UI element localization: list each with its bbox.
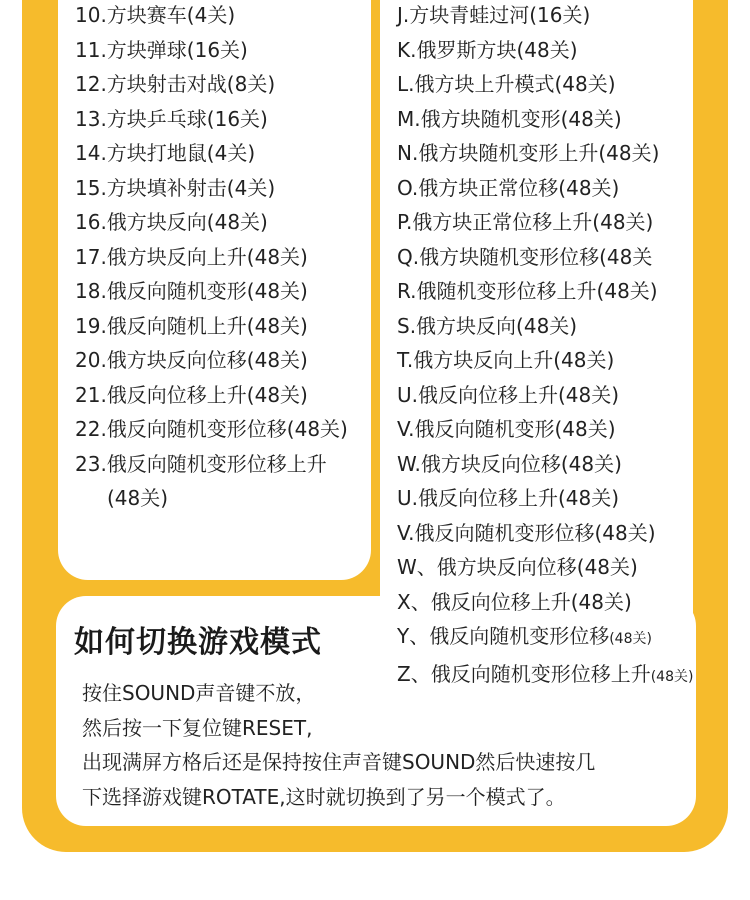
list-item: 10.方块赛车(4关) [75, 3, 236, 27]
list-item: 11.方块弹球(16关) [75, 37, 248, 62]
list-item: 20.俄方块反向位移(48关) [75, 348, 308, 372]
list-item: 14.方块打地鼠(4关) [75, 141, 256, 165]
list-item: 16.俄方块反向(48关) [75, 210, 268, 234]
list-item-suffix: (48关) [650, 668, 694, 685]
list-item: L.俄方块上升模式(48关) [397, 72, 616, 96]
list-item: P.俄方块正常位移上升(48关) [397, 210, 654, 234]
instructions-text [82, 676, 595, 814]
list-item: 23.俄反向随机变形位移上升 [75, 451, 327, 476]
left-mode-list [75, 0, 348, 516]
list-item: U.俄反向位移上升(48关) [397, 486, 620, 510]
list-item [397, 619, 693, 657]
list-item: V.俄反向随机变形(48关) [397, 417, 616, 441]
list-item: R.俄随机变形位移上升(48关) [397, 279, 658, 303]
list-item-suffix: (48关) [609, 631, 652, 647]
list-item: S.俄方块反向(48关) [397, 313, 578, 338]
list-item-continuation: (48关) [107, 486, 169, 510]
list-item: W.俄方块反向位移(48关) [397, 451, 622, 476]
list-item: 12.方块射击对战(8关) [75, 72, 276, 96]
list-item: X、俄反向位移上升(48关) [397, 589, 632, 614]
section-heading: 如何切换游戏模式 [74, 625, 322, 660]
list-item: K.俄罗斯方块(48关) [397, 37, 578, 62]
list-item-text: Z、俄反向随机变形位移上升 [397, 661, 651, 686]
list-item: 15.方块填补射击(4关) [75, 175, 276, 200]
list-item: T.俄方块反向上升(48关) [397, 348, 615, 372]
list-item: Q.俄方块随机变形位移(48关 [397, 244, 653, 269]
list-item: 13.方块乒乓球(16关) [75, 106, 268, 131]
list-item: M.俄方块随机变形(48关) [397, 106, 622, 131]
instruction-line: 下选择游戏键ROTATE,这时就切换到了另一个模式了。 [82, 784, 566, 809]
instruction-line: 按住SOUND声音键不放， [82, 681, 316, 705]
list-item: N.俄方块随机变形上升(48关) [397, 141, 660, 165]
instruction-line: 然后按一下复位键RESET, [82, 715, 313, 740]
list-item: U.俄反向位移上升(48关) [397, 382, 620, 407]
list-item: W、俄方块反向位移(48关) [397, 555, 638, 579]
list-item: 17.俄方块反向上升(48关) [75, 244, 308, 269]
list-item: O.俄方块正常位移(48关) [397, 175, 620, 200]
right-mode-list [397, 0, 693, 694]
list-item: V.俄反向随机变形位移(48关) [397, 520, 656, 545]
list-item: 18.俄反向随机变形(48关) [75, 279, 308, 303]
list-item: 22.俄反向随机变形位移(48关) [75, 417, 348, 441]
list-item: J.方块青蛙过河(16关) [397, 3, 591, 27]
instruction-line: 出现满屏方格后还是保持按住声音键SOUND然后快速按几 [82, 750, 596, 774]
list-item-text: Y、俄反向随机变形位移 [397, 624, 610, 648]
list-item: 21.俄反向位移上升(48关) [75, 382, 308, 407]
list-item: 19.俄反向随机上升(48关) [75, 313, 308, 338]
